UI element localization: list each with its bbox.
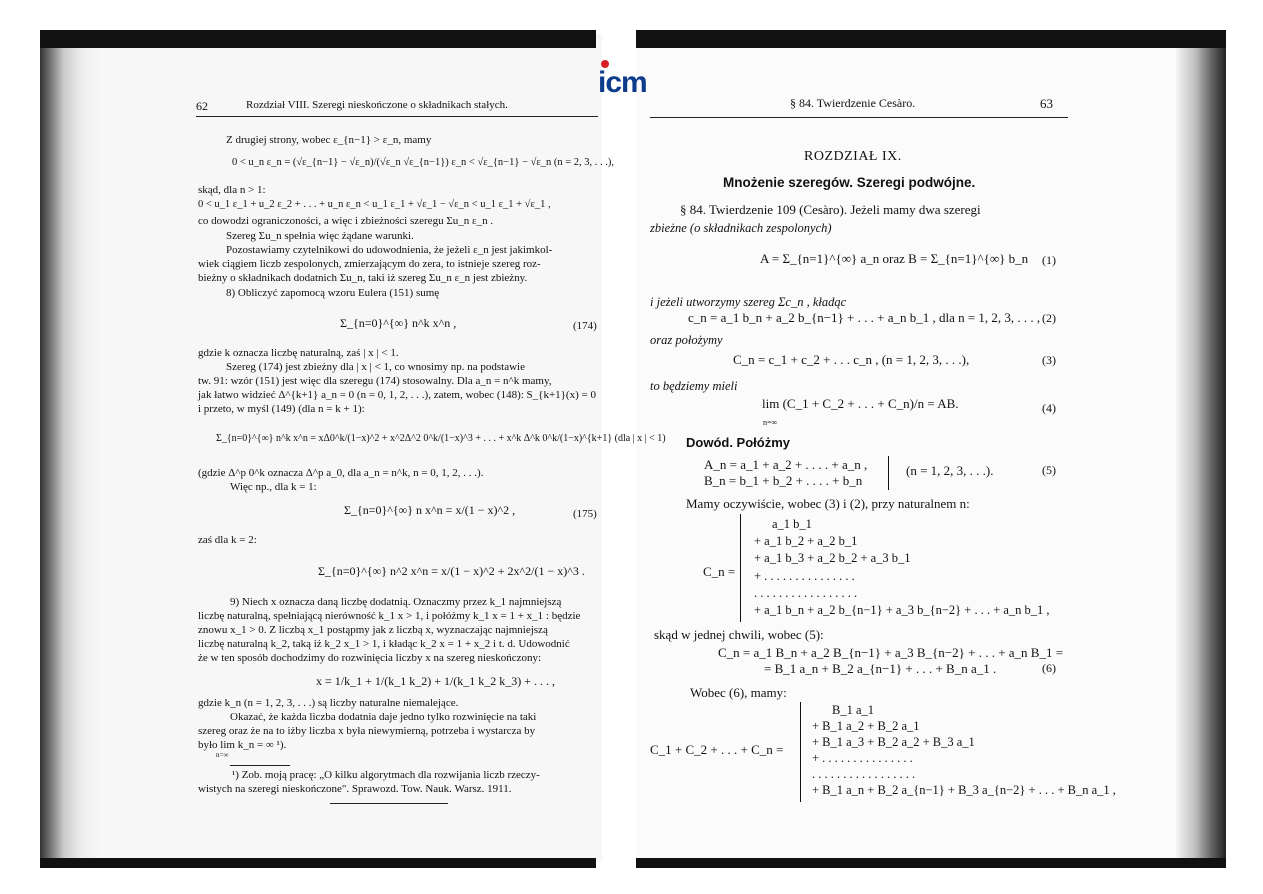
right-page-number: 63: [1040, 96, 1053, 111]
equation-label: (1): [1042, 253, 1056, 267]
scan-bottom-border-left: [40, 858, 596, 868]
cn-row: . . . . . . . . . . . . . . . . .: [754, 586, 858, 600]
text-line: bieżny o składnikach dodatnich Σu_n, taki iż szereg Σu_n ε_n jest zbieżny.: [198, 272, 528, 284]
chapter-title: Mnożenie szeregów. Szeregi podwójne.: [723, 175, 976, 190]
formula-174: Σ_{n=0}^{∞} n^k x^n ,: [340, 316, 457, 330]
text-line: jak łatwo widzieć Δ^{k+1} a_n = 0 (n = 0, 1, 2, . . .), zatem, wobec (148): S_{k+1}(x) = 0: [198, 389, 596, 401]
cn-row: + a_1 b_2 + a_2 b_1: [754, 534, 858, 548]
sum-row: + B_1 a_2 + B_2 a_1: [812, 719, 920, 733]
equation-label: (174): [573, 320, 597, 332]
footnote-rule: [230, 765, 290, 766]
cn-row: + a_1 b_n + a_2 b_{n−1} + a_3 b_{n−2} + . . . + a_n b_1 ,: [754, 603, 1050, 617]
right-page-edge-shadow: [1176, 34, 1226, 862]
equation-1: A = Σ_{n=1}^{∞} a_n oraz B = Σ_{n=1}^{∞} b_n: [760, 251, 1029, 266]
lim-subscript: n=∞: [216, 751, 229, 759]
text-line: Okazać, że każda liczba dodatnia daje jedno tylko rozwinięcie na taki: [230, 711, 537, 723]
text-line: Pozostawiamy czytelnikowi do udowodnienia, że jeżeli ε_n jest jakimkol-: [226, 244, 553, 256]
icm-logo: [598, 60, 662, 100]
right-running-head: § 84. Twierdzenie Cesàro.: [790, 96, 916, 110]
sum-lhs: C_1 + C_2 + . . . + C_n =: [650, 742, 784, 757]
text-line: szereg oraz że na to iżby liczba x była niewymierną, potrzeba i wystarcza by: [198, 725, 536, 737]
chapter-heading: ROZDZIAŁ IX.: [804, 149, 902, 164]
text-line: Wobec (6), mamy:: [690, 685, 787, 700]
cn-row: + a_1 b_3 + a_2 b_2 + a_3 b_1: [754, 551, 911, 565]
equation-2: c_n = a_1 b_n + a_2 b_{n−1} + . . . + a_n b_1 , dla n = 1, 2, 3, . . . ,: [688, 310, 1041, 325]
formula-k2: Σ_{n=0}^{∞} n^2 x^n = x/(1 − x)^2 + 2x^2/(1 − x)^3 .: [318, 564, 585, 578]
left-running-head: Rozdział VIII. Szeregi nieskończone o składnikach stałych.: [246, 99, 508, 111]
formula-line: 0 < u_n ε_n = (√ε_{n−1} − √ε_n)/(√ε_n √ε_{n−1}) ε_n < √ε_{n−1} − √ε_n (n = 2, 3, . . .),: [232, 157, 615, 168]
text-line: to będziemy mieli: [650, 379, 738, 393]
sum-row: . . . . . . . . . . . . . . . . .: [812, 767, 916, 781]
formula-series: x = 1/k_1 + 1/(k_1 k_2) + 1/(k_1 k_2 k_3) + . . . ,: [316, 674, 556, 688]
text-line: gdzie k_n (n = 1, 2, 3, . . .) są liczby naturalne niemalejące.: [198, 697, 459, 709]
text-line: oraz położymy: [650, 333, 723, 347]
text-line: wiek ciągiem liczb zespolonych, zmierzającym do zera, to istnieje szereg roz-: [198, 258, 541, 270]
sum-row: B_1 a_1: [832, 703, 875, 717]
text-line: skąd, dla n > 1:: [198, 184, 266, 196]
right-brace: [888, 456, 889, 490]
equation-label: (175): [573, 508, 597, 520]
text-line: i przeto, w myśl (149) (dla n = k + 1):: [198, 403, 365, 415]
equation-5b: B_n = b_1 + b_2 + . . . . + b_n: [704, 473, 863, 488]
text-line: Szereg (174) jest zbieżny dla | x | < 1, co wnosimy np. na podstawie: [226, 361, 525, 373]
text-line: Więc np., dla k = 1:: [230, 481, 317, 493]
text-line: skąd w jednej chwili, wobec (5):: [654, 627, 824, 642]
scan-bottom-border-right: [636, 858, 1226, 868]
footnote-line: wistych na szeregi nieskończone". Sprawozd. Tow. Nauk. Warsz. 1911.: [198, 783, 512, 795]
text-line: Szereg Σu_n spełnia więc żądane warunki.: [226, 230, 414, 242]
text-line: zbieżne (o składnikach zespolonych): [650, 221, 832, 235]
logo-text: icm: [598, 66, 647, 99]
equation-4: lim (C_1 + C_2 + . . . + C_n)/n = AB.: [762, 396, 959, 411]
text-line: (gdzie Δ^p 0^k oznacza Δ^p a_0, dla a_n = n^k, n = 0, 1, 2, . . .).: [198, 467, 484, 479]
text-line: liczbę naturalną, spełniającą nierówność k_1 x > 1, i połóżmy k_1 x = 1 + x_1 : będzie: [198, 610, 581, 622]
scan-top-border-left: [40, 30, 596, 48]
left-brace: [800, 702, 801, 802]
cn-row: + . . . . . . . . . . . . . . .: [754, 569, 855, 583]
sum-row: + B_1 a_3 + B_2 a_2 + B_3 a_1: [812, 735, 975, 749]
equation-6b: = B_1 a_n + B_2 a_{n−1} + . . . + B_n a_1 .: [764, 661, 997, 676]
equation-label: (5): [1042, 463, 1056, 477]
lim-subscript: n=∞: [763, 418, 778, 427]
proof-heading: Dowód. Połóżmy: [686, 435, 790, 450]
footnote-line: ¹) Zob. moją pracę: „O kilku algorytmach dla rozwijania liczb rzeczy-: [232, 769, 540, 781]
equation-label: (2): [1042, 311, 1056, 325]
text-line: że w ten sposób dochodzimy do rozwinięcia liczby x na szereg nieskończony:: [198, 652, 542, 664]
equation-5a: A_n = a_1 + a_2 + . . . . + a_n ,: [704, 457, 868, 472]
cn-lhs: C_n =: [703, 564, 736, 579]
right-header-rule: [650, 117, 1068, 118]
text-line: i jeżeli utworzymy szereg Σc_n , kładąc: [650, 295, 847, 309]
left-header-rule: [196, 116, 598, 117]
sum-row: + B_1 a_n + B_2 a_{n−1} + B_3 a_{n−2} + . . . + B_n a_1 ,: [812, 783, 1116, 797]
text-line: Z drugiej strony, wobec ε_{n−1} > ε_n, mamy: [226, 134, 432, 146]
text-line: było lim k_n = ∞ ¹).: [198, 739, 287, 751]
left-page-number: 62: [196, 99, 208, 113]
cn-row: a_1 b_1: [772, 517, 812, 531]
scan-top-border-right: [636, 30, 1226, 48]
text-line: gdzie k oznacza liczbę naturalną, zaś | x | < 1.: [198, 347, 399, 359]
left-brace: [740, 514, 741, 622]
formula-175: Σ_{n=0}^{∞} n x^n = x/(1 − x)^2 ,: [344, 503, 516, 517]
text-line: zaś dla k = 2:: [198, 534, 257, 546]
formula-line: 0 < u_1 ε_1 + u_2 ε_2 + . . . + u_n ε_n < u_1 ε_1 + √ε_1 − √ε_n < u_1 ε_1 + √ε_1 ,: [198, 199, 551, 210]
equation-6a: C_n = a_1 B_n + a_2 B_{n−1} + a_3 B_{n−2} + . . . + a_n B_1 =: [718, 645, 1064, 660]
text-line: co dowodzi ograniczoności, a więc i zbieżności szeregu Σu_n ε_n .: [198, 215, 494, 227]
text-line: znowu x_1 > 0. Z liczbą x_1 postąpmy jak z liczbą x, wyznaczając najmniejszą: [198, 624, 548, 636]
left-page-edge-shadow: [40, 34, 100, 862]
text-line: tw. 91: wzór (151) jest więc dla szeregu (174) stosowalny. Dla a_n = n^k mamy,: [198, 375, 552, 387]
formula-general: Σ_{n=0}^{∞} n^k x^n = xΔ0^k/(1−x)^2 + x^2Δ^2 0^k/(1−x)^3 + . . . + x^k Δ^k 0^k/(1−x)^{k+1} (dla | x | < 1): [216, 433, 666, 444]
text-line: 9) Niech x oznacza daną liczbę dodatnią. Oznaczmy przez k_1 najmniejszą: [230, 596, 562, 608]
text-line: liczbę naturalną k_2, taką iż k_2 x_1 > 1, i kładąc k_2 x = 1 + x_2 i t. d. Udowodnić: [198, 638, 570, 650]
section-heading: § 84. Twierdzenie 109 (Cesàro). Jeżeli mamy dwa szeregi: [680, 202, 981, 217]
text-line: 8) Obliczyć zapomocą wzoru Eulera (151) sumę: [226, 287, 440, 299]
equation-label: (3): [1042, 353, 1056, 367]
text-line: Mamy oczywiście, wobec (3) i (2), przy naturalnem n:: [686, 496, 970, 511]
equation-label: (4): [1042, 401, 1056, 415]
equation-5-condition: (n = 1, 2, 3, . . .).: [906, 463, 994, 478]
sum-row: + . . . . . . . . . . . . . . .: [812, 751, 913, 765]
page-end-rule: [330, 803, 448, 804]
equation-label: (6): [1042, 661, 1056, 675]
equation-3: C_n = c_1 + c_2 + . . . c_n , (n = 1, 2, 3, . . .),: [733, 352, 970, 367]
